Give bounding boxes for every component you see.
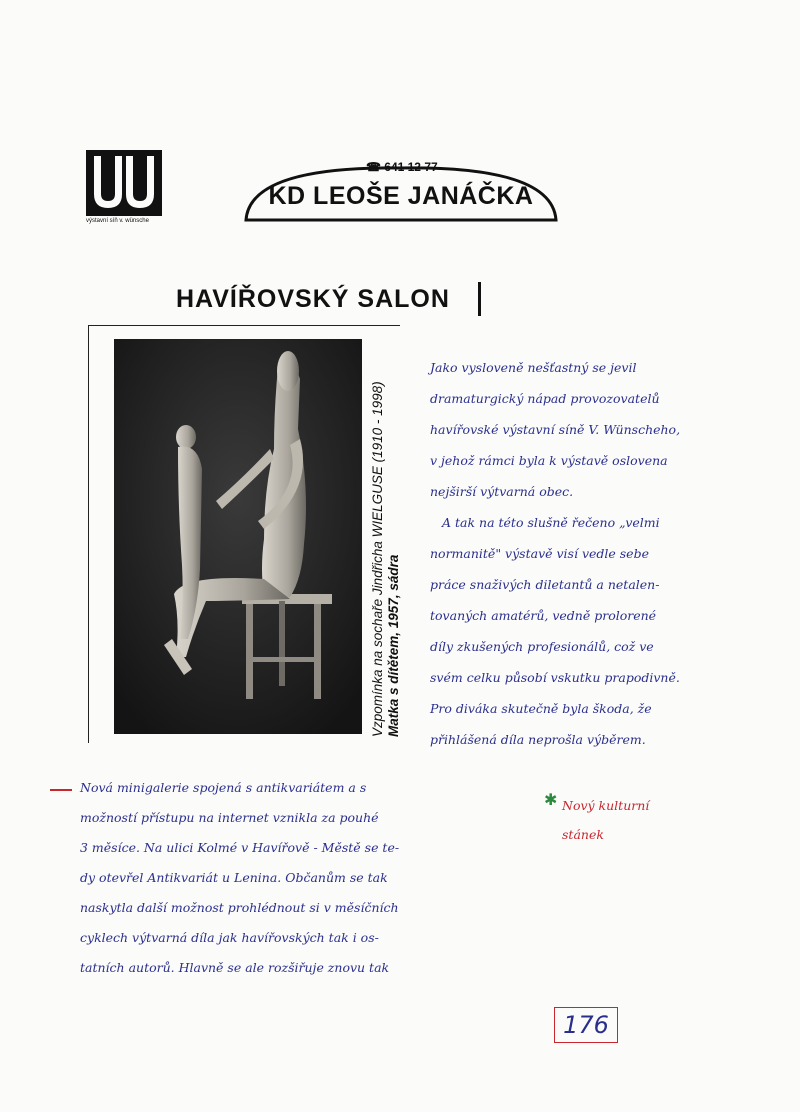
red-dash-marker — [50, 789, 72, 791]
note-line: možností přístupu na internet vznikla za pouhé — [80, 810, 379, 825]
review-line: díly zkušených profesionálů, což ve — [430, 639, 654, 654]
clipping-border-left — [88, 325, 89, 743]
margin-note-line-2: stánek — [562, 827, 604, 842]
review-line: havířovské výstavní síně V. Wünscheho, — [430, 422, 681, 437]
sculpture-photo — [114, 339, 362, 734]
logo-mark — [86, 150, 162, 216]
salon-heading — [160, 282, 481, 316]
gallery-logo — [86, 150, 164, 226]
note-line: tatních autorů. Hlavně se ale rozšiřuje znovu tak — [80, 960, 390, 975]
caption-line-2: Matka s dítětem, 1957, sádra — [386, 554, 401, 737]
review-line: přihlášená díla neprošla výběrem. — [430, 732, 646, 747]
margin-note — [562, 798, 649, 842]
note-line: dy otevřel Antikvariát u Lenina. Občanům se tak — [80, 870, 388, 885]
note-line: 3 měsíce. Na ulici Kolmé v Havířově - Městě se te- — [80, 840, 400, 855]
phone-number: ☎ 641 12 77 — [366, 160, 438, 174]
asterisk-icon: ✱ — [544, 792, 558, 809]
caption-line-1: Vzpomínka na sochaře Jindřicha WIELGUSE (1910 - 1998) — [370, 381, 385, 737]
note-line: Nová minigalerie spojená s antikvariátem a s — [80, 780, 367, 795]
page-number: 176 — [554, 1007, 618, 1043]
review-line: tovaných amatérů, vedně prolorené — [430, 608, 657, 623]
note-line: naskytla další možnost prohlédnout si v měsíčních — [80, 900, 399, 915]
note-line: cyklech výtvarná díla jak havířovských tak i os- — [80, 930, 379, 945]
review-line: nejširší výtvarná obec. — [430, 484, 574, 499]
review-line: práce snaživých diletantů a netalen- — [430, 577, 660, 592]
clipping-border-top — [88, 325, 400, 326]
salon-title: HAVÍŘOVSKÝ SALON — [176, 285, 450, 313]
review-line: A tak na této slušně řečeno „velmi — [442, 515, 660, 530]
kd-title: KD LEOŠE JANÁČKA — [268, 182, 534, 210]
review-line: svém celku působí vskutku prapodivně. — [430, 670, 680, 685]
logo-caption: výstavní síň v. wünsche — [86, 218, 149, 224]
review-line: dramaturgický nápad provozovatelů — [430, 391, 660, 406]
review-line: Jako vysloveně nešťastný se jevil — [430, 360, 637, 375]
review-line: Pro diváka skutečně byla škoda, že — [430, 701, 652, 716]
photo-caption — [370, 339, 404, 739]
review-line: normanitě" výstavě visí vedle sebe — [430, 546, 649, 561]
margin-note-line-1: Nový kulturní — [562, 798, 650, 813]
review-line: v jehož rámci byla k výstavě oslovena — [430, 453, 668, 468]
